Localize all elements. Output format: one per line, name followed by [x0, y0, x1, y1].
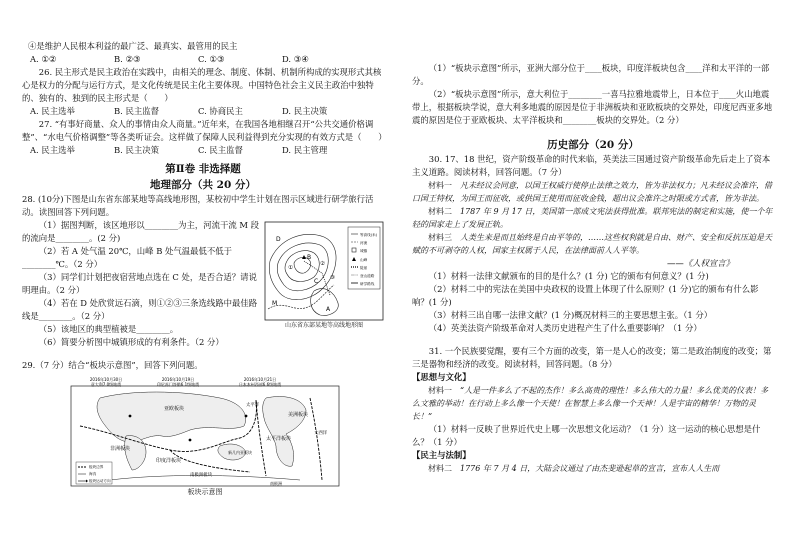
question-27: 27. “有事好商量、众人的事情由众人商量。”近年来，在我国各地相继召开“公共交通价格调整”、“水电气价格调整”等各类听证会。这样做了保障人民利益得到充分实现的有效方式是（ ） — [22, 119, 387, 142]
question-30: 30. 17、18 世纪，资产阶级革命的时代来临，英美法三国通过资产阶级革命先后走上了资本主义道路。阅读材料，回答问题。（7 分） — [412, 154, 771, 177]
svg-text:太平洋板块: 太平洋板块 — [266, 436, 292, 442]
svg-text:非洲板块: 非洲板块 — [110, 446, 131, 452]
svg-text:亚欧板块: 亚欧板块 — [164, 406, 185, 412]
question-30-4: （4）英美法资产阶级革命对人类历史进程产生了什么重要影响？（1 分） — [428, 323, 702, 333]
svg-text:板块运动方向: 板块运动方向 — [89, 479, 111, 483]
svg-text:南极洲板块: 南极洲板块 — [190, 473, 212, 478]
svg-text:D: D — [276, 236, 281, 243]
svg-text:日本本州西部6.6级地震: 日本本州西部6.6级地震 — [238, 382, 282, 387]
material-31-2 — [412, 462, 774, 475]
contour-map-figure — [264, 221, 384, 333]
material-2-text: 1787 年 9 月 17 日，美国第一部成文宪法获得批准。联邦宪法的制定和实施，使一个年轻的国家走上了发展正轨。 — [412, 207, 773, 229]
material-2 — [412, 205, 774, 231]
option-c[interactable]: C. ①③ — [198, 54, 225, 64]
option-d[interactable]: D. 民主决策 — [282, 106, 328, 116]
svg-text:A: A — [326, 306, 331, 313]
plate-map — [70, 376, 340, 488]
svg-text:2016年10月30日: 2016年10月30日 — [89, 377, 123, 382]
question-28-4: （4）若在 D 处欣赏远石滴，则①②③三条选线路中最佳路线是________。（2 分） — [22, 298, 258, 321]
material-31-1-text: “人是一件多么了不起的杰作！多么高贵的理性！多么伟大的力量！多么优美的仪表！多么文雅的举动！在行动上多么像一个天使！在智慧上多么像一个天神！人是宇宙的精华！万物的灵长！” — [412, 386, 769, 421]
material-3-text: 人类生来是而且始终是自由平等的，……这些权利就是自由、财产、安全和反抗压迫是天赋的不可剥夺的人权，国家主权属于人民，在法律面前人人平等。 — [412, 233, 772, 255]
question-26: 26. 民主形式是民主政治在实践中，由相关的理念、制度、体制、机制所构成的实现形式其核心是权力的分配与运行方式，是文化传统是民主化主要体现。中国特色社会主义民主政治中独特的、独有的、独到的民主形式是（ ） — [22, 67, 382, 103]
svg-text:①: ① — [288, 265, 293, 271]
material-3 — [412, 231, 774, 257]
svg-text:2016年10月21日: 2016年10月21日 — [243, 377, 277, 382]
option-a[interactable]: A. ①② — [30, 54, 57, 64]
option-d[interactable]: D. 民主管理 — [282, 145, 328, 155]
plate-map-figure — [70, 376, 340, 497]
contour-map-caption: 山东省东部某地等高线地形图 — [284, 322, 363, 329]
option-c[interactable]: C. 民主监督 — [198, 145, 243, 155]
svg-text:意大利7.0级地震: 意大利7.0级地震 — [90, 382, 122, 387]
svg-text:陡崖: 陡崖 — [360, 266, 368, 270]
svg-text:印尼苏门答腊6.1级地震: 印尼苏门答腊6.1级地震 — [156, 382, 200, 387]
question-28-6: （6）简要分析图中城镇形成的有利条件。（2 分） — [38, 337, 224, 347]
svg-text:C: C — [314, 278, 319, 285]
question-29-2: （2）“板块示意图”所示，意大利位于________一喜马拉雅地震带上，日本位于____火山地震带上，根据板块学说，意大利多地震的原因是位于非洲板块和亚欧板块的交界处，印度尼西亚多地震的原因是位于亚欧板块、太平洋板块和________板块的交界处。（2 分） — [412, 89, 773, 125]
q25-options — [22, 53, 384, 66]
question-28-3: （3）同学们计划把夜宿营地点选在 C 处，是否合适？请说明理由。（2 分） — [22, 272, 257, 295]
material-3-label: 材料三 — [428, 233, 452, 242]
material-1 — [412, 179, 774, 205]
material-3-source: ——《人权宣言》 — [667, 258, 734, 268]
option-a[interactable]: A. 民主选举 — [30, 106, 75, 116]
option-b[interactable]: B. 民主决策 — [114, 145, 159, 155]
question-29: 29.（7 分）结合“板块示意图”，回答下列问题。 — [22, 360, 203, 370]
contour-map — [264, 221, 384, 321]
geography-title: 地理部分（共 20 分） — [150, 179, 256, 191]
material-2-label: 材料二 — [428, 207, 452, 216]
svg-text:M: M — [272, 300, 278, 307]
question-30-2: （2）材料二中的宪法在美国中央政权的设置上体现了什么原则？(1 分)它的颁布有什么影响？(1 分) — [412, 284, 759, 307]
question-31: 31. 一个民族要觉醒，要有三个方面的改变，第一是人心的改变；第二是政治制度的改变；第三是器物和经济的改变。阅读材料，回答问题。（8 分） — [412, 346, 772, 369]
svg-text:河流: 河流 — [360, 241, 368, 245]
question-28-2: （2）若 A 处气温 20℃，山峰 B 处气温最低不低于________℃。（2 分） — [22, 246, 233, 269]
svg-text:南极洲: 南极洲 — [270, 481, 282, 486]
svg-text:2016年10月19日: 2016年10月19日 — [161, 377, 195, 382]
left-column — [22, 40, 387, 497]
question-30-3: （3）材料三出自哪一法律文献？(1 分)概况材料三的主要思想主张。（1 分） — [428, 310, 713, 320]
svg-text:海沟: 海沟 — [89, 472, 97, 476]
q25-item4: ④是维护人民根本利益的最广泛、最真实、最管用的民主 — [28, 41, 238, 51]
svg-text:③: ③ — [330, 275, 335, 281]
option-a[interactable]: A. 民主选举 — [30, 145, 75, 155]
section-democracy-law: 【民主与法制】 — [412, 450, 471, 460]
svg-text:太平洋: 太平洋 — [246, 403, 260, 408]
question-28-1: （1）据图判断，该区地形以________为主，河流干流 M 段的流向是________。(2 分) — [22, 220, 260, 243]
svg-text:山峰: 山峰 — [360, 258, 368, 262]
svg-text:美洲板块: 美洲板块 — [288, 412, 309, 418]
material-31-1-label: 材料一 — [428, 386, 452, 395]
question-29-1: （1）“板块示意图”所示，亚洲大部分位于____板块，印度洋板块包含____洋和太平洋的一部分。 — [412, 63, 770, 86]
material-31-2-label: 材料二 — [428, 464, 452, 473]
option-c[interactable]: C. 协商民主 — [198, 106, 243, 116]
history-title: 历史部分（20 分） — [547, 139, 639, 151]
svg-text:等高线(米): 等高线(米) — [360, 233, 378, 237]
svg-text:登山道路: 登山道路 — [360, 274, 375, 278]
material-31-2-text: 1776 年 7 月 4 日，大陆会议通过了由杰斐逊起草的宣言，宣布人人生而 — [460, 464, 720, 473]
q27-options — [22, 144, 384, 157]
section-thought-culture: 【思想与文化】 — [412, 372, 471, 382]
svg-text:②: ② — [320, 261, 325, 267]
plate-map-caption: 板块示意图 — [187, 488, 223, 496]
svg-text:新几内亚板块: 新几内亚板块 — [228, 450, 252, 455]
question-28-5: （5）该地区的典型植被是________。 — [38, 324, 179, 334]
part2-title: 第Ⅱ卷 非选择题 — [165, 163, 241, 175]
question-31-1: （1）材料一反映了世界近代史上哪一次思想文化运动？（1 分）这一运动的核心思想是什么？（1 分） — [412, 424, 761, 447]
option-b[interactable]: B. 民主监督 — [114, 106, 159, 116]
material-1-text: 凡未经议会同意，以国王权威行使停止法律之效力，皆为非法权力；凡未经议会准许，借口国王特权，为国王而征收，或供国王使用而征收金钱，超出议会准许之时限或方式者，皆为非法。 — [412, 181, 772, 203]
svg-text:板块边界: 板块边界 — [89, 465, 104, 469]
question-28: 28. (10分)下图是山东省东部某地等高线地形图，某校初中学生计划在图示区域进行研学旅行活动。读图回答下列问题。 — [22, 194, 374, 217]
svg-text:印度洋板块: 印度洋板块 — [156, 458, 182, 464]
right-column — [412, 62, 774, 475]
q26-options — [22, 105, 384, 118]
q28-block — [22, 219, 384, 349]
svg-text:研学路线: 研学路线 — [360, 282, 375, 286]
svg-text:B: B — [307, 254, 312, 261]
svg-text:城镇: 城镇 — [360, 249, 368, 253]
option-b[interactable]: B. ②③ — [114, 54, 141, 64]
material-31-1 — [412, 384, 774, 423]
option-d[interactable]: D. ③④ — [282, 54, 309, 64]
svg-text:大西洋: 大西洋 — [314, 431, 328, 436]
material-1-label: 材料一 — [428, 181, 452, 190]
question-30-1: （1）材料一法律文献颁布的目的是什么？(1 分) 它的颁布有何意义？(1 分) — [428, 271, 709, 281]
